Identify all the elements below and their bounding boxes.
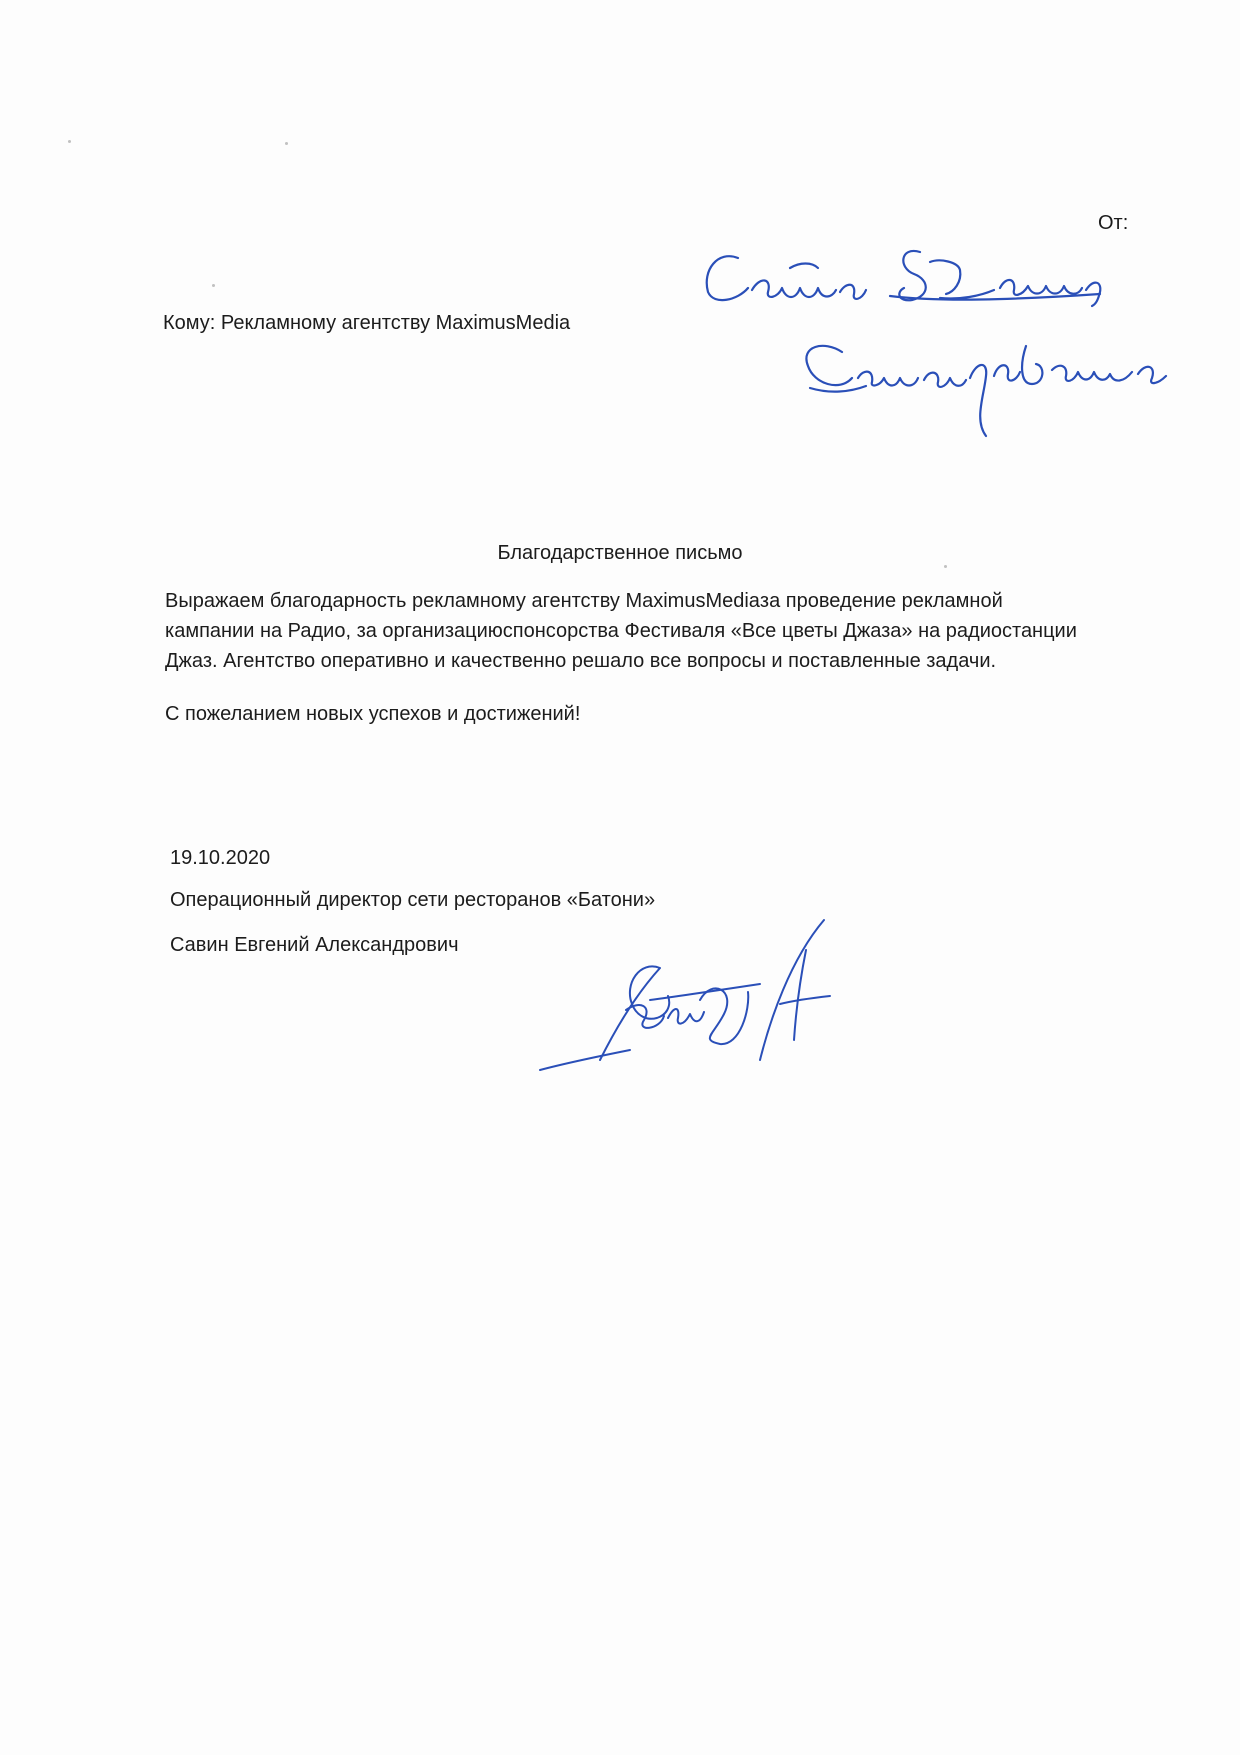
- letter-date: 19.10.2020: [170, 847, 271, 869]
- signer-position: Операционный директор сети ресторанов «Батони»: [170, 889, 656, 911]
- signer-name: Савин Евгений Александрович: [170, 934, 459, 956]
- body-line: Выражаем благодарность рекламному агентству MaximusMediaза проведение рекламной: [165, 590, 1003, 612]
- closing-wish: С пожеланием новых успехов и достижений!: [165, 703, 581, 725]
- recipient-line: Кому: Рекламному агентству MaximusMedia: [163, 312, 571, 334]
- from-label: От:: [1098, 212, 1129, 234]
- body-line: кампании на Радио, за организациюспонсорства Фестиваля «Все цветы Джаза» на радиостанции: [165, 620, 1077, 642]
- body-line: Джаз. Агентство оперативно и качественно решало все вопросы и поставленные задачи.: [165, 650, 997, 672]
- letter-title: Благодарственное письмо: [497, 542, 743, 564]
